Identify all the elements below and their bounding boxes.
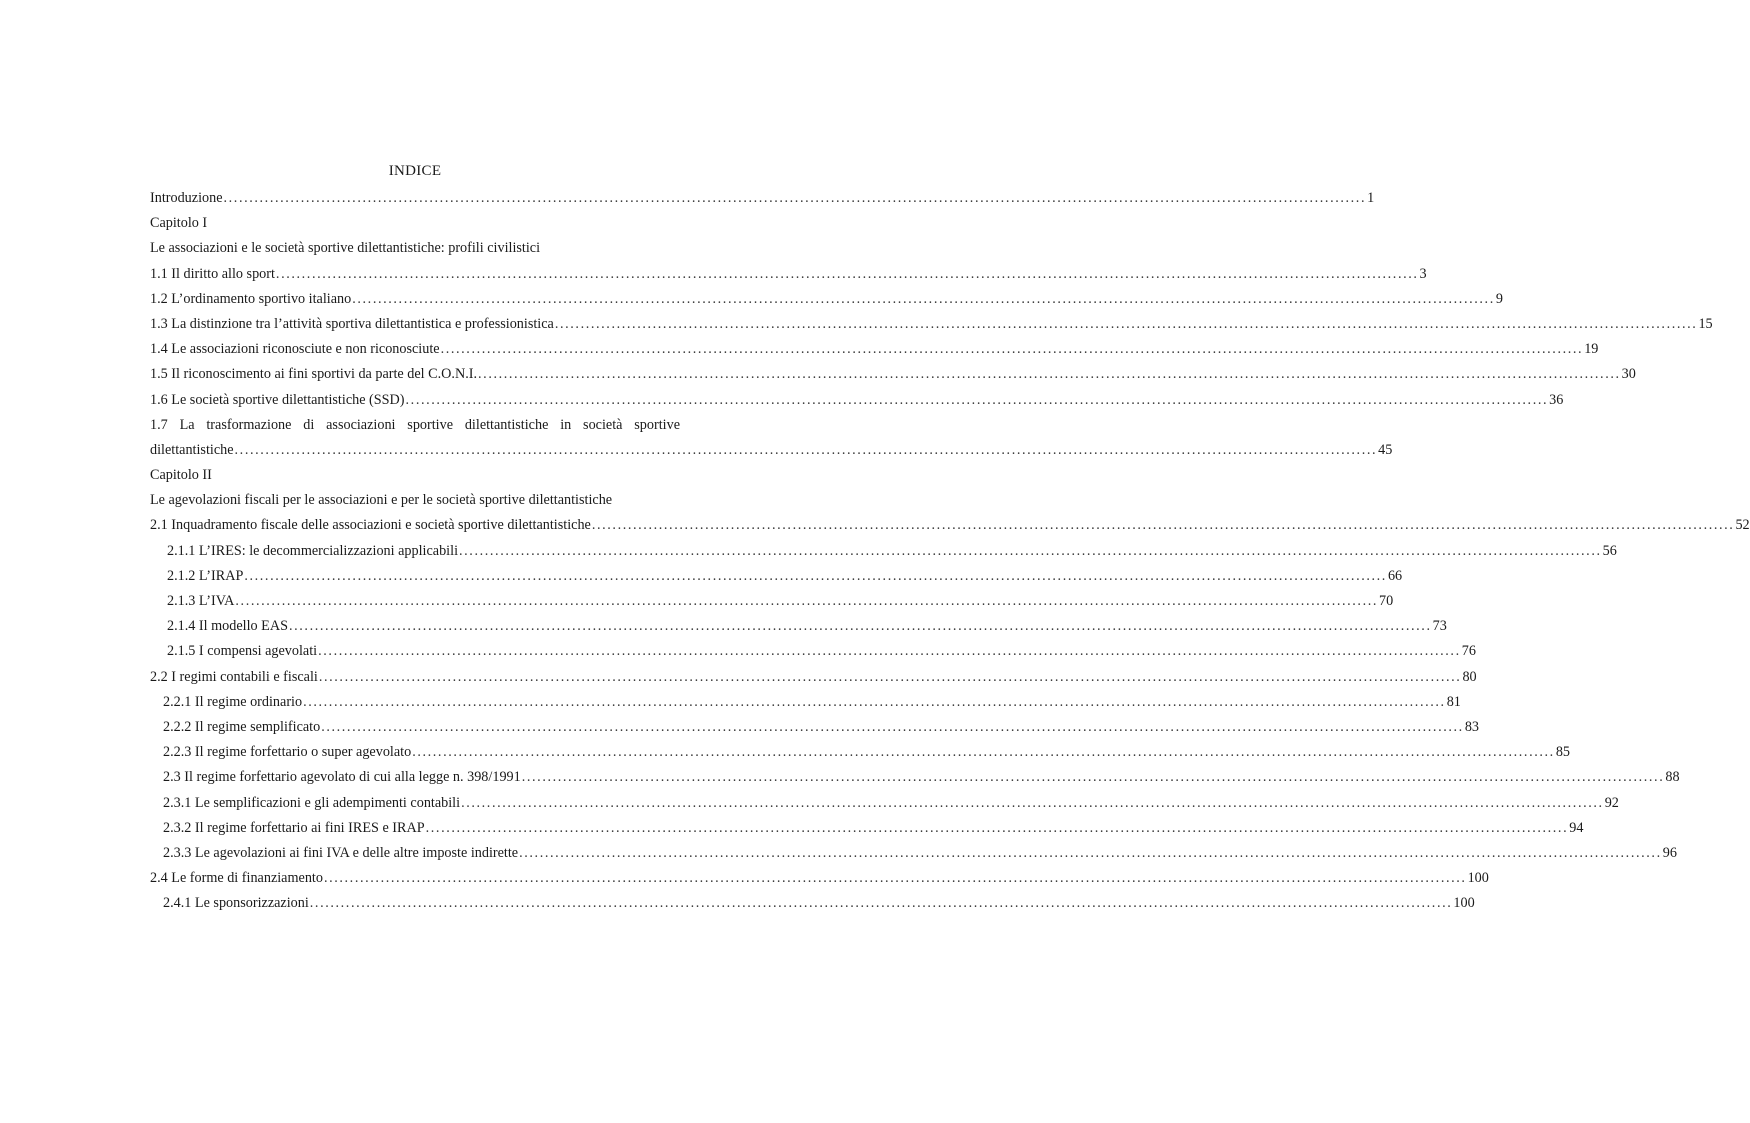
dot-leader: ..............................................................................................................................................................................................................................	[288, 618, 1432, 635]
dot-leader: ..............................................................................................................................................................................................................................	[318, 643, 1461, 660]
toc-entry[interactable]	[150, 589, 1394, 614]
toc-page-number: 81	[1446, 693, 1461, 710]
page-title: INDICE	[388, 163, 442, 179]
dot-leader: ..............................................................................................................................................................................................................................	[519, 844, 1662, 861]
toc-entry[interactable]	[150, 841, 1677, 866]
toc-page-number: 15	[1698, 315, 1713, 332]
toc-entry-label: Introduzione	[150, 190, 223, 206]
toc-heading	[150, 211, 680, 236]
toc-entry[interactable]	[150, 312, 1713, 337]
toc-entry[interactable]	[150, 287, 1503, 312]
dot-leader: ..............................................................................................................................................................................................................................	[440, 341, 1584, 358]
toc-entry-label: 2.3.2 Il regime forfettario ai fini IRES e IRAP	[163, 819, 425, 836]
toc-entry-label: 1.7 La trasformazione di associazioni sportive dilettantistiche in società sportive	[150, 416, 680, 433]
dot-leader: ..............................................................................................................................................................................................................................	[554, 315, 1698, 332]
dot-leader: ..............................................................................................................................................................................................................................	[318, 668, 1462, 685]
toc-page-number: 3	[1419, 265, 1427, 282]
toc-entry-label: 2.3 Il regime forfettario agevolato di cui alla legge n. 398/1991	[163, 769, 521, 786]
toc-page-number: 52	[1735, 517, 1750, 534]
dot-leader: ..............................................................................................................................................................................................................................	[352, 290, 1495, 307]
dot-leader: ..............................................................................................................................................................................................................................	[309, 895, 1453, 912]
toc-entry-label: Le associazioni e le società sportive dilettantistiche: profili civilistici	[150, 240, 541, 257]
toc-entry-label: Capitolo II	[150, 467, 212, 484]
toc-entry-label: Le agevolazioni fiscali per le associazioni e per le società sportive dilettantistiche	[150, 492, 613, 509]
toc-entry-label: 2.4.1 Le sponsorizzazioni	[163, 895, 309, 912]
toc-entry-label: 2.1.2 L’IRAP	[167, 567, 244, 584]
toc-entry-label: 1.5 Il riconoscimento ai fini sportivi da parte del C.O.N.I.	[150, 366, 478, 383]
toc-entry[interactable]	[150, 438, 1393, 463]
toc-entry-label: 2.1.3 L’IVA	[167, 593, 235, 609]
toc-page-number: 88	[1665, 769, 1680, 786]
toc-entry[interactable]	[150, 413, 680, 438]
toc-entry-label: 1.1 Il diritto allo sport	[150, 265, 275, 282]
toc-page-number: 85	[1555, 744, 1570, 761]
toc-entry[interactable]	[150, 513, 1750, 538]
toc-heading	[150, 236, 680, 261]
toc-entry[interactable]	[150, 891, 1475, 916]
toc-entry[interactable]	[150, 791, 1619, 816]
toc-entry[interactable]	[150, 337, 1599, 362]
toc-entry-label: 2.2.1 Il regime ordinario	[163, 693, 303, 710]
toc-entry-label: 2.4 Le forme di finanziamento	[150, 870, 323, 887]
toc-entry-label: 2.2 I regimi contabili e fiscali	[150, 668, 318, 685]
toc-entry-label: 2.1.4 Il modello EAS	[167, 618, 288, 635]
toc-entry[interactable]	[150, 186, 1375, 211]
toc-entry-label: 2.1.1 L’IRES: le decommercializzazioni applicabili	[167, 542, 459, 559]
toc-entry[interactable]	[150, 665, 1477, 690]
dot-leader: ..............................................................................................................................................................................................................................	[323, 870, 1467, 887]
table-of-contents	[150, 186, 1750, 916]
toc-page-number: 100	[1453, 895, 1475, 912]
dot-leader: ..............................................................................................................................................................................................................................	[459, 542, 1602, 559]
dot-leader: ..............................................................................................................................................................................................................................	[244, 567, 1387, 584]
toc-page-number: 56	[1602, 542, 1617, 559]
dot-leader: ..............................................................................................................................................................................................................................	[412, 744, 1555, 761]
toc-heading	[150, 463, 680, 488]
toc-page-number: 92	[1604, 794, 1619, 811]
toc-entry-label: 1.6 Le società sportive dilettantistiche (SSD)	[150, 391, 405, 408]
toc-page-number: 45	[1378, 441, 1393, 458]
dot-leader: ..............................................................................................................................................................................................................................	[591, 517, 1735, 534]
toc-page-number: 19	[1584, 341, 1599, 358]
toc-entry[interactable]	[150, 362, 1636, 387]
toc-entry-label: 2.2.2 Il regime semplificato	[163, 718, 321, 735]
toc-entry-label: 1.2 L’ordinamento sportivo italiano	[150, 290, 352, 307]
toc-entry[interactable]	[150, 765, 1680, 790]
toc-entry[interactable]	[150, 690, 1461, 715]
toc-page-number: 100	[1467, 870, 1489, 887]
dot-leader: ..............................................................................................................................................................................................................................	[521, 769, 1665, 786]
toc-entry-label: 2.1 Inquadramento fiscale delle associazioni e società sportive dilettantistiche	[150, 517, 591, 534]
toc-entry-label: 2.3.1 Le semplificazioni e gli adempimenti contabili	[163, 794, 461, 811]
toc-page-number: 66	[1387, 567, 1403, 584]
toc-entry-label: 2.3.3 Le agevolazioni ai fini IVA e delle altre imposte indirette	[163, 844, 519, 861]
toc-entry-label: 1.3 La distinzione tra l’attività sportiva dilettantistica e professionistica	[150, 315, 554, 332]
dot-leader: ..............................................................................................................................................................................................................................	[321, 718, 1464, 735]
toc-entry-label: 2.1.5 I compensi agevolati	[167, 643, 318, 660]
dot-leader: ..............................................................................................................................................................................................................................	[223, 190, 1367, 206]
dot-leader: ..............................................................................................................................................................................................................................	[275, 265, 1419, 282]
toc-page-number: 30	[1621, 366, 1636, 383]
toc-page-number: 83	[1464, 718, 1479, 735]
toc-entry[interactable]	[150, 614, 1447, 639]
toc-entry-label: 1.4 Le associazioni riconosciute e non riconosciute	[150, 341, 440, 358]
toc-entry[interactable]	[150, 715, 1479, 740]
toc-page-number: 1	[1367, 190, 1375, 206]
toc-entry[interactable]	[150, 564, 1403, 589]
dot-leader: ..............................................................................................................................................................................................................................	[405, 391, 1549, 408]
dot-leader: ..............................................................................................................................................................................................................................	[235, 593, 1379, 609]
toc-heading	[150, 488, 680, 513]
toc-page-number: 80	[1462, 668, 1477, 685]
toc-entry-label: dilettantistiche	[150, 441, 234, 458]
toc-page-number: 9	[1495, 290, 1503, 307]
dot-leader: ..............................................................................................................................................................................................................................	[303, 693, 1446, 710]
toc-entry-label: 2.2.3 Il regime forfettario o super agevolato	[163, 744, 412, 761]
dot-leader: ..............................................................................................................................................................................................................................	[461, 794, 1604, 811]
dot-leader: ..............................................................................................................................................................................................................................	[478, 366, 1621, 383]
toc-page-number: 96	[1662, 844, 1677, 861]
toc-page-number: 70	[1379, 593, 1394, 609]
dot-leader: ..............................................................................................................................................................................................................................	[234, 441, 1378, 458]
toc-entry[interactable]	[150, 816, 1584, 841]
dot-leader: ..............................................................................................................................................................................................................................	[425, 819, 1569, 836]
toc-page-number: 36	[1549, 391, 1564, 408]
toc-entry[interactable]	[150, 866, 1489, 891]
toc-entry[interactable]	[150, 388, 1564, 413]
toc-entry-label: Capitolo I	[150, 215, 208, 232]
toc-page-number: 73	[1432, 618, 1447, 635]
toc-entry[interactable]	[150, 262, 1427, 287]
toc-page-number: 94	[1569, 819, 1584, 836]
toc-page-number: 76	[1461, 643, 1476, 660]
toc-entry[interactable]	[150, 639, 1476, 664]
toc-entry[interactable]	[150, 539, 1617, 564]
toc-entry[interactable]	[150, 740, 1570, 765]
